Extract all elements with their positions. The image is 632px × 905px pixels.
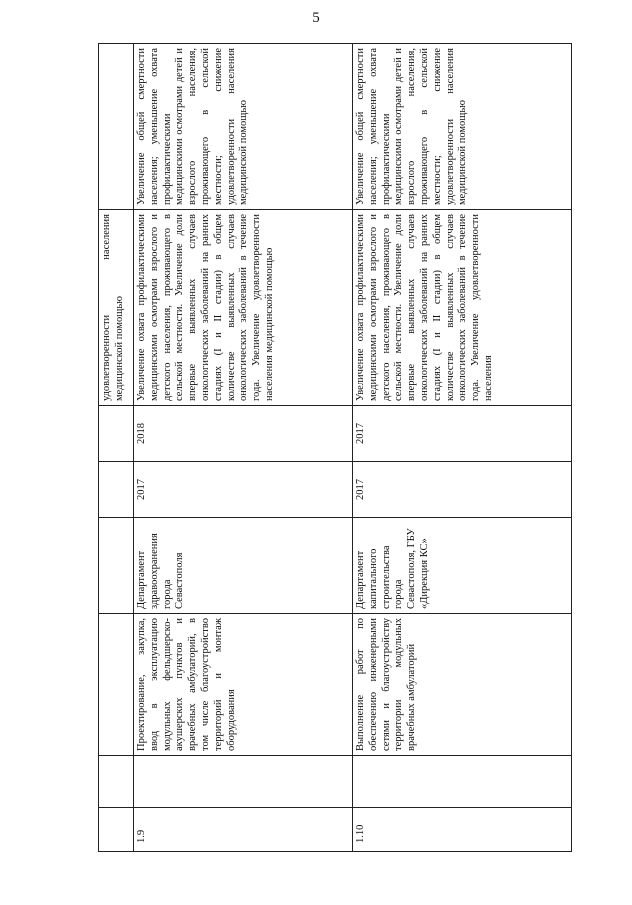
row-executor: Департамент здравоохранения города Севастополя <box>134 518 353 614</box>
cont-cell-result: удовлетворенности населения медицинской помощью <box>99 210 134 406</box>
cont-cell-blank <box>99 756 134 808</box>
table-row <box>134 44 353 852</box>
rotated-table-container <box>98 44 558 852</box>
row-end-year: 2018 <box>134 406 353 462</box>
row-blank <box>134 756 353 808</box>
row-start-year: 2017 <box>134 462 353 518</box>
row-consequences: Увеличение общей смертности населения; уменьшение охвата профилактическими медицинскими осмотрами детей и взрослого населения, проживающего в сельской местности; снижение удовлетворенности населения медицинской помощью <box>353 44 572 210</box>
cont-cell-number <box>99 808 134 852</box>
row-activity: Проектирование, закупка, ввод в эксплуатацию модульных фельдшерско-акушерских пунктов и врачебных амбулаторий, в том числе благоустройство территорий и монтаж оборудования <box>134 614 353 756</box>
row-number: 1.9 <box>134 808 353 852</box>
row-result: Увеличение охвата профилактическими медицинскими осмотрами взрослого и детского населения, проживающего в сельской местности. Увеличение доли впервые выявленных случаев онкологических заболеваний на ранних стадиях (I и II стадии) в общем количестве выявленных случаев онкологических заболеваний в течение года. Увеличение удовлетворенности населения <box>353 210 572 406</box>
row-executor: Департамент капитального строительства города Севастополя, ГБУ «Дирекция КС» <box>353 518 572 614</box>
cont-cell-start <box>99 462 134 518</box>
row-consequences: Увеличение общей смертности населения; уменьшение охвата профилактическими медицинскими осмотрами детей и взрослого населения, проживающего в сельской местности; снижение удовлетворенности населения медицинской помощью <box>134 44 353 210</box>
cont-cell-consequences <box>99 44 134 210</box>
cont-cell-activity <box>99 614 134 756</box>
continuation-row <box>99 44 134 852</box>
rotated-table-area <box>98 44 558 852</box>
row-result: Увеличение охвата профилактическими медицинскими осмотрами взрослого и детского населения, проживающего в сельской местности. Увеличение доли впервые выявленных случаев онкологических заболеваний на ранних стадиях (I и II стадии) в общем количестве выявленных случаев онкологических заболеваний в течение года. Увеличение удовлетворенности населения медицинской помощью <box>134 210 353 406</box>
row-end-year: 2017 <box>353 406 572 462</box>
row-number: 1.10 <box>353 808 572 852</box>
measures-table <box>98 43 572 852</box>
table-row <box>353 44 572 852</box>
page-number: 5 <box>312 10 320 26</box>
row-activity: Выполнение работ по обеспечению инженерными сетями и благоустройству территории модульных врачебных амбулаторий <box>353 614 572 756</box>
row-blank <box>353 756 572 808</box>
cont-cell-end <box>99 406 134 462</box>
row-start-year: 2017 <box>353 462 572 518</box>
cont-cell-executor <box>99 518 134 614</box>
